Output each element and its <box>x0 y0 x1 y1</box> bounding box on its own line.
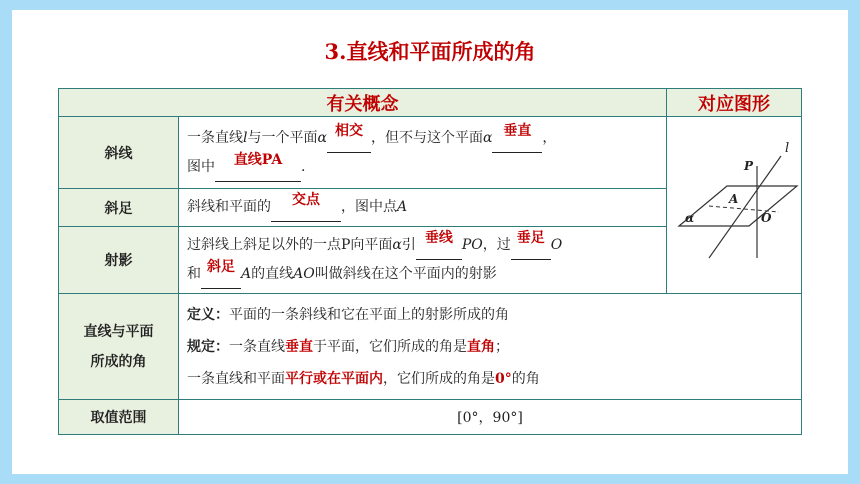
row-content-jiao <box>179 294 802 400</box>
range-value: [0°，90°] <box>179 400 802 435</box>
header-concepts: 有关概念 <box>59 89 667 117</box>
table-header-row <box>59 89 802 117</box>
text: ， <box>542 129 557 146</box>
table-row <box>59 117 802 189</box>
var-l: l <box>243 129 248 146</box>
figure-cell <box>667 117 802 294</box>
highlight: 0° <box>495 370 512 387</box>
var-alpha: α <box>317 129 327 146</box>
text: 引 <box>401 237 416 253</box>
label-alpha: α <box>685 211 695 225</box>
answer-blank <box>271 193 341 222</box>
row-label-xiexian: 斜线 <box>59 117 179 189</box>
text: 一条直线和平面 <box>187 370 285 387</box>
rule-label: 规定： <box>187 338 229 355</box>
answer-blank <box>511 231 551 260</box>
text: 叫做斜线在这个平面内的射影 <box>314 266 497 282</box>
table-row <box>59 294 802 400</box>
text: ，但不与这个平面 <box>370 129 483 146</box>
highlight: 平行或在平面内 <box>285 370 383 387</box>
text: 与一个平面 <box>247 129 318 146</box>
answer-blank <box>416 231 462 260</box>
answer-text: 斜足 <box>207 259 235 275</box>
definition-label: 定义： <box>187 306 229 323</box>
answer-blank <box>201 260 241 289</box>
var-alpha: α <box>392 237 402 253</box>
text: 图中 <box>187 158 215 175</box>
row-label-xiezu: 斜足 <box>59 189 179 227</box>
page-title: 3.直线和平面所成的角 <box>324 39 536 64</box>
concept-table <box>58 88 802 435</box>
var-O: O <box>550 237 563 253</box>
answer-blank <box>492 124 542 153</box>
label-O: O <box>761 211 772 225</box>
text: 斜线和平面的 <box>187 199 271 215</box>
text: ，过 <box>482 237 511 253</box>
table-row <box>59 400 802 435</box>
label-l: l <box>785 141 790 156</box>
text: 的直线 <box>251 266 294 282</box>
highlight: 垂直 <box>285 338 313 355</box>
text: 一条直线 <box>229 338 285 355</box>
label-line1: 直线与平面 <box>83 323 154 340</box>
text: 过斜线上斜足以外的一点P向平面 <box>187 237 393 253</box>
answer-text: 直线PA <box>233 151 283 168</box>
answer-text: 相交 <box>334 122 363 139</box>
var-PO: PO <box>461 237 483 253</box>
answer-text: 垂直 <box>503 122 532 139</box>
var-AO: AO <box>293 266 315 282</box>
label-P: P <box>744 159 754 173</box>
answer-text: 垂足 <box>516 230 545 246</box>
text: ； <box>495 338 509 355</box>
text: ，它们所成的角是 <box>383 370 495 387</box>
answer-blank <box>327 124 371 153</box>
row-label-sheying: 射影 <box>59 227 179 294</box>
var-A: A <box>397 199 408 215</box>
header-figure: 对应图形 <box>667 89 802 117</box>
row-content-xiezu <box>179 189 667 227</box>
text: . <box>301 158 306 175</box>
highlight: 直角 <box>467 338 495 355</box>
label-A: A <box>729 192 739 206</box>
text: 于平面，它们所成的角是 <box>313 338 467 355</box>
answer-blank <box>215 153 301 182</box>
text: 一条直线 <box>187 129 243 146</box>
definition-text: 平面的一条斜线和它在平面上的射影所成的角 <box>229 306 509 323</box>
text: ，图中点 <box>341 199 397 215</box>
text: 和 <box>187 266 201 282</box>
answer-text: 垂线 <box>424 230 453 246</box>
row-label-jiao <box>59 294 179 400</box>
row-content-xiexian <box>179 117 667 189</box>
row-label-fanwei: 取值范围 <box>59 400 179 435</box>
text: 的角 <box>511 370 540 387</box>
answer-text: 交点 <box>292 192 320 208</box>
oblique-line-diagram <box>669 128 799 278</box>
var-A: A <box>241 266 252 282</box>
row-content-sheying <box>179 227 667 294</box>
var-alpha: α <box>482 129 493 146</box>
label-line2: 所成的角 <box>90 353 147 370</box>
